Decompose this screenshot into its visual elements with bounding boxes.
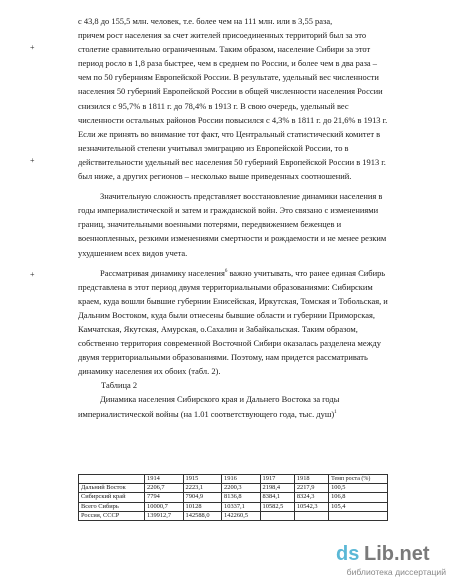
paragraph-line: незначительной степени учитывал эмиграцию из Европейской России, то в: [78, 142, 349, 153]
table-cell: [294, 511, 328, 520]
paragraph-line: двумя территориальными образованиями. Поэтому, нам придется рассматривать: [78, 352, 368, 363]
logo-text-lib: Lib.net: [364, 543, 430, 565]
paragraph-line: с 43,8 до 155,5 млн. человек, т.е. более чем на 111 млн. или в 3,55 раза,: [78, 16, 333, 26]
table-label: Таблица 2: [101, 380, 138, 391]
table-cell: 2206,7: [145, 484, 184, 493]
table-row-label: Сибирский край: [79, 493, 145, 502]
paragraph-line: Камчатская, Якутская, Амурская, о.Сахалин и Забайкальская. Таким образом,: [78, 323, 358, 334]
paragraph-line: границ, значительными военными потерями, передвижением беженцев и: [78, 219, 342, 230]
table-header-cell: 1917: [260, 475, 294, 484]
margin-mark: +: [30, 270, 35, 279]
paragraph-line: Рассматривая динамику населения$^6$ важно учитывать, что ранее единая Сибирь: [100, 267, 386, 278]
table-row-label: Россия, СССР: [79, 511, 145, 520]
table-cell: 10337,1: [222, 502, 261, 511]
paragraph-3: [78, 266, 413, 379]
table-cell: 139912,7: [145, 511, 184, 520]
paragraph-line: столетие сравнительно ограниченным. Таким образом, население Сибири за этот: [78, 44, 371, 55]
table-cell: 10542,3: [294, 502, 328, 511]
table-cell: 106,8: [329, 493, 388, 502]
table-cell: 105,4: [329, 502, 388, 511]
footnote-mark[interactable]: 6: [224, 268, 228, 274]
dslib-logo[interactable]: [306, 541, 446, 579]
table-row-label: Всего Сибирь: [79, 502, 145, 511]
paragraph-2: [78, 189, 413, 259]
table-header-cell: 1915: [183, 475, 222, 484]
paragraph-line: Дальним Востоком, куда были отнесены бывшие области и губернии Приморская,: [78, 309, 375, 320]
table-row-label: Дальний Восток: [79, 484, 145, 493]
paragraph-line: собственно территория современной Восточной Сибири оказалась разделена между: [78, 338, 381, 349]
table-cell: 10128: [183, 502, 222, 511]
paragraph-line: причем рост населения за счет жителей присоединенных территорий был за это: [78, 30, 367, 41]
table-cell: 8136,8: [222, 493, 261, 502]
table-cell: 8324,3: [294, 493, 328, 502]
table-header-cell: Темп роста (%): [329, 475, 388, 484]
paragraph-line: действительности удельный вес населения 50 губерний Европейской России в 1913 г.: [78, 156, 386, 167]
table-caption: [78, 392, 413, 420]
margin-mark: +: [30, 43, 35, 52]
table-row: [79, 502, 388, 511]
margin-mark: +: [30, 156, 35, 165]
table-cell: [260, 511, 294, 520]
table-cell: 2217,9: [294, 484, 328, 493]
paragraph-line: динамику населения их обоих (табл. 2).: [78, 366, 221, 377]
table-cell: [329, 511, 388, 520]
table-header-cell: 1916: [222, 475, 261, 484]
paragraph-line: численности остальных районов России повысился с 4,3% в 1811 г. до 21,6% в 1913 г.: [78, 114, 388, 125]
logo-text-ds: ds: [336, 543, 360, 565]
table-cell: 2198,4: [260, 484, 294, 493]
paragraph-line: период росло в 1,8 раза быстрее, чем в среднем по России, и более чем в два раза –: [78, 58, 378, 69]
table-cell: 7904,9: [183, 493, 222, 502]
table-header-cell: [79, 475, 145, 484]
table-cell: 2223,1: [183, 484, 222, 493]
table-cell: 8384,1: [260, 493, 294, 502]
paragraph-line: ухудшением всех видов учета.: [78, 247, 188, 258]
table-cell: 142588,0: [183, 511, 222, 520]
table-cell: 100,5: [329, 484, 388, 493]
logo-tagline: библиотека диссертаций: [346, 567, 446, 577]
table-row: [79, 511, 388, 520]
table-header-row: [79, 475, 388, 484]
table-header-cell: 1914: [145, 475, 184, 484]
paragraph-line: краем, куда вошли бывшие губернии Енисейская, Иркутская, Томская и Тобольская, и: [78, 295, 388, 306]
paragraph-1: [78, 14, 413, 183]
table-cell: 2200,3: [222, 484, 261, 493]
paragraph-line: был ниже, а других регионов – несколько выше приведенных соотношений.: [78, 171, 352, 182]
caption-line: Динамика населения Сибирского края и Дальнего Востока за годы: [100, 394, 340, 405]
population-table: [78, 474, 388, 521]
body-text: [78, 14, 413, 421]
paragraph-line: военнопленных, резкими изменениями смертности и рождаемости и не менее резким: [78, 233, 387, 244]
table-cell: 7794: [145, 493, 184, 502]
paragraph-line: чем по 50 губерниям Европейской России. В результате, удельный вес численности: [78, 72, 379, 83]
table-cell: 10000,7: [145, 502, 184, 511]
paragraph-line: Значительную сложность представляет восстановление динамики населения в: [100, 191, 383, 202]
paragraph-line: Если же принять во внимание тот факт, что Центральный статистический комитет в: [78, 128, 381, 139]
paragraph-line: населения 50 губерний Европейской России в общей численности населения России: [78, 86, 383, 97]
table-cell: 10582,5: [260, 502, 294, 511]
footnote-mark[interactable]: 1: [334, 409, 337, 415]
paragraph-line: снизился с 95,7% в 1811 г. до 78,4% в 1913 г. В свою очередь, удельный вес: [78, 100, 349, 111]
table-cell: 142260,5: [222, 511, 261, 520]
table-header-cell: 1918: [294, 475, 328, 484]
caption-line: империалистической войны (на 1.01 соответствующего года, тыс. душ)$^1$: [78, 408, 337, 419]
table-row: [79, 484, 388, 493]
paragraph-line: годы империалистической и затем и гражданской войн. Это связано с изменениями: [78, 205, 379, 216]
paragraph-line: представлена в этот период двумя территориальными образованиями: Сибирским: [78, 281, 373, 292]
table-row: [79, 493, 388, 502]
